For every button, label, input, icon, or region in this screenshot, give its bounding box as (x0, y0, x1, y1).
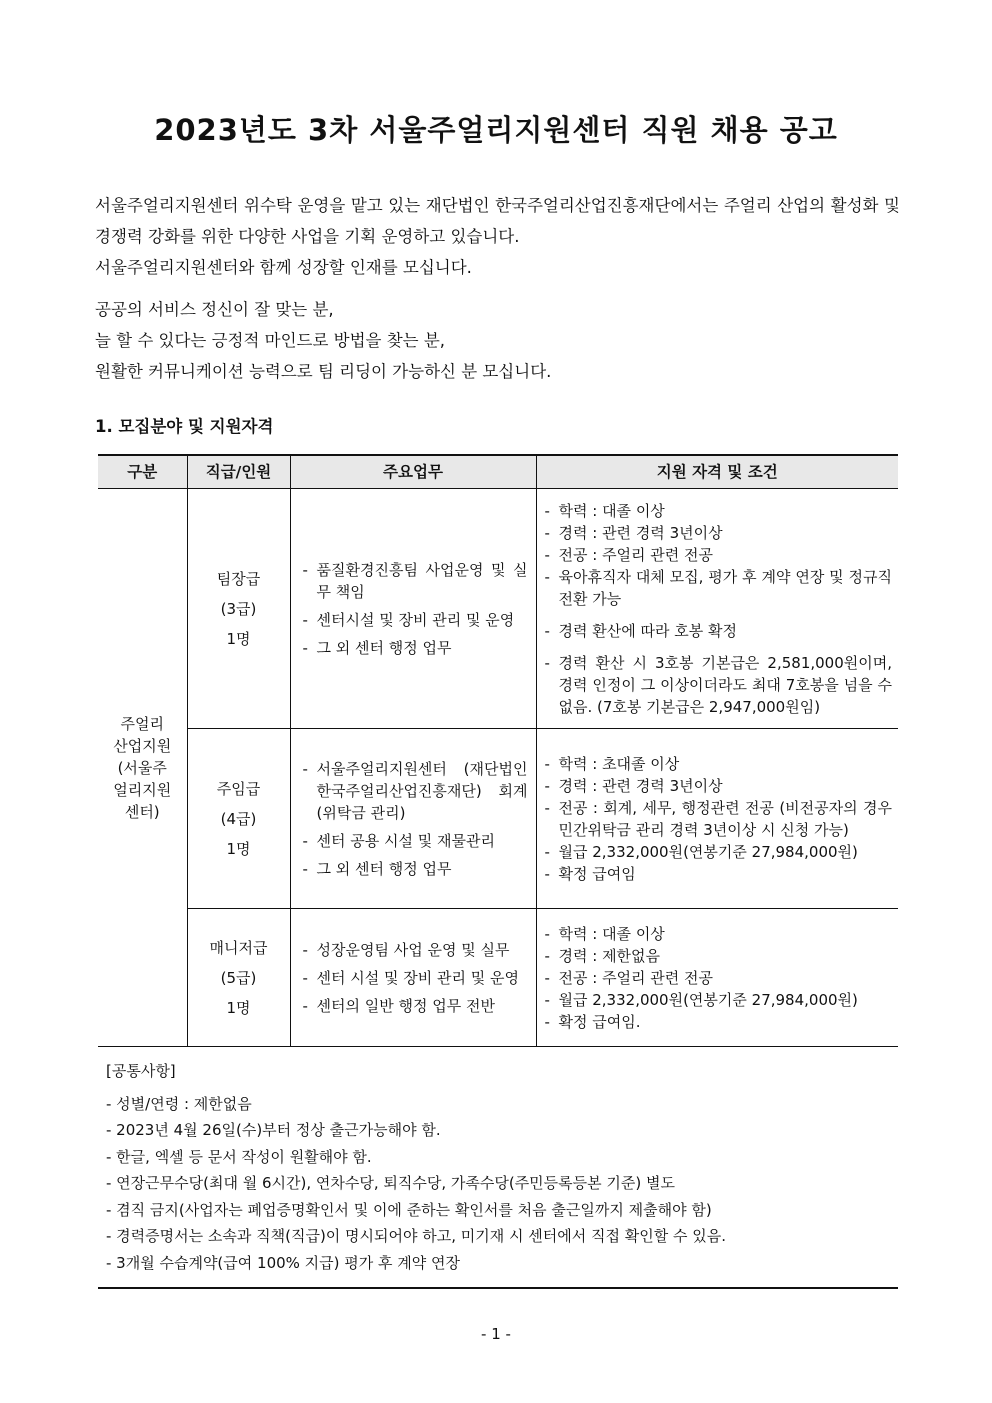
intro-line: 서울주얼리지원센터 위수탁 운영을 맡고 있는 재단법인 한국주얼리산업진흥재단에서는 주얼리 산업의 활성화 및 경쟁력 강화를 위한 다양한 사업을 기획 운영하고 있습니다. (95, 196, 900, 246)
table-header-row (98, 455, 898, 489)
duty-item: - 센터시설 및 장비 관리 및 운영 (301, 609, 528, 631)
qualification-item: - 경력 : 관련 경력 3년이상 (543, 775, 893, 797)
common-note-item: - 겸직 금지(사업자는 폐업증명확인서 및 이에 준하는 확인서를 처음 출근일까지 제출해야 함) (106, 1200, 712, 1219)
page-number: - 1 - (481, 1325, 511, 1343)
table-row (98, 909, 898, 1047)
bottom-divider (98, 1287, 898, 1289)
rank-cell (187, 729, 290, 909)
rank-grade: (4급) (220, 809, 257, 828)
qualification-item: - 전공 : 주얼리 관련 전공 (543, 967, 893, 989)
qualification-item: - 육아휴직자 대체 모집, 평가 후 계약 연장 및 정규직 전환 가능 (543, 566, 893, 610)
common-note-item: - 한글, 엑셀 등 문서 작성이 원활해야 함. (106, 1147, 372, 1166)
column-header: 주요업무 (290, 455, 536, 489)
category-line: (서울주 (117, 758, 167, 777)
rank-headcount: 1명 (226, 839, 251, 858)
recruit-line: 원활한 커뮤니케이션 능력으로 팀 리딩이 가능하신 분 모십니다. (95, 362, 552, 381)
category-line: 얼리지원 (113, 780, 172, 799)
table-row (98, 489, 898, 729)
rank-headcount: 1명 (226, 998, 251, 1017)
table-row (98, 729, 898, 909)
recruitment-table (98, 454, 898, 1047)
duty-item: - 센터 공용 시설 및 재물관리 (301, 830, 528, 852)
qualification-item: - 확정 급여임. (543, 1011, 893, 1033)
rank-grade: (5급) (220, 968, 257, 987)
duty-item: - 성장운영팀 사업 운영 및 실무 (301, 939, 528, 961)
duty-item: - 그 외 센터 행정 업무 (301, 858, 528, 880)
column-header: 지원 자격 및 조건 (536, 455, 898, 489)
duty-item: - 센터 시설 및 장비 관리 및 운영 (301, 967, 528, 989)
qualification-item: - 경력 : 관련 경력 3년이상 (543, 522, 893, 544)
qualification-item: - 학력 : 초대졸 이상 (543, 753, 893, 775)
duties-cell (290, 489, 536, 729)
rank-cell (187, 489, 290, 729)
common-notes-label: [공통사항] (106, 1062, 176, 1080)
category-line: 산업지원 (113, 736, 172, 755)
duty-item: - 센터의 일반 행정 업무 전반 (301, 995, 528, 1017)
common-note-item: - 경력증명서는 소속과 직책(직급)이 명시되어야 하고, 미기재 시 센터에서 직접 확인할 수 있음. (106, 1227, 727, 1245)
common-note-item: - 2023년 4월 26일(수)부터 정상 출근가능해야 함. (106, 1121, 441, 1139)
rank-headcount: 1명 (226, 629, 251, 648)
rank-name: 팀장급 (216, 569, 261, 588)
duties-cell (290, 909, 536, 1047)
qualification-item: - 학력 : 대졸 이상 (543, 500, 893, 522)
common-note-item: - 연장근무수당(최대 월 6시간), 연차수당, 퇴직수당, 가족수당(주민등록등본 기준) 별도 (106, 1174, 675, 1192)
qualification-item: - 경력 : 제한없음 (543, 945, 893, 967)
qualifications-cell (536, 729, 898, 909)
intro-line: 서울주얼리지원센터와 함께 성장할 인재를 모십니다. (95, 258, 472, 277)
qualifications-cell (536, 909, 898, 1047)
rank-grade: (3급) (220, 599, 257, 618)
duty-item: - 그 외 센터 행정 업무 (301, 637, 528, 659)
column-header: 직급/인원 (187, 455, 290, 489)
common-notes (106, 1058, 896, 1276)
rank-cell (187, 909, 290, 1047)
page-title: 2023년도 3차 서울주얼리지원센터 직원 채용 공고 (154, 113, 838, 147)
rank-name: 주임급 (216, 779, 261, 798)
category-line: 주얼리 (120, 714, 164, 733)
qualification-item: - 학력 : 대졸 이상 (543, 923, 893, 945)
duties-cell (290, 729, 536, 909)
qualification-item: - 전공 : 주얼리 관련 전공 (543, 544, 893, 566)
recruit-line: 늘 할 수 있다는 긍정적 마인드로 방법을 찾는 분, (95, 331, 446, 350)
qualification-item: - 월급 2,332,000원(연봉기준 27,984,000원) (543, 989, 893, 1011)
category-line: 센터) (124, 802, 160, 821)
duty-item: - 서울주얼리지원센터 (재단법인 한국주얼리산업진흥재단) 회계 (위탁금 관리) (301, 758, 528, 824)
qualifications-cell (536, 489, 898, 729)
common-note-item: - 3개월 수습계약(급여 100% 지급) 평가 후 계약 연장 (106, 1253, 461, 1272)
intro-paragraph (95, 190, 900, 283)
qualification-item: - 확정 급여임 (543, 863, 893, 885)
qualification-item: - 경력 환산에 따라 호봉 확정 (543, 620, 893, 642)
duty-item: - 품질환경진흥팀 사업운영 및 실무 책임 (301, 559, 528, 603)
rank-name: 매니저급 (209, 938, 268, 957)
recruit-message (95, 294, 900, 387)
qualification-item: - 경력 환산 시 3호봉 기본급은 2,581,000원이며, 경력 인정이 그 이상이더라도 최대 7호봉을 넘을 수 없음. (7호봉 기본급은 2,947,000원임) (543, 652, 893, 718)
column-header: 구분 (98, 455, 187, 489)
common-note-item: - 성별/연령 : 제한없음 (106, 1094, 252, 1113)
qualification-item: - 전공 : 회계, 세무, 행정관련 전공 (비전공자의 경우 민간위탁금 관리 경력 3년이상 시 신청 가능) (543, 797, 893, 841)
qualification-item: - 월급 2,332,000원(연봉기준 27,984,000원) (543, 841, 893, 863)
recruit-line: 공공의 서비스 정신이 잘 맞는 분, (95, 300, 334, 319)
section-heading: 1. 모집분야 및 지원자격 (95, 417, 274, 436)
category-cell (98, 489, 187, 1047)
